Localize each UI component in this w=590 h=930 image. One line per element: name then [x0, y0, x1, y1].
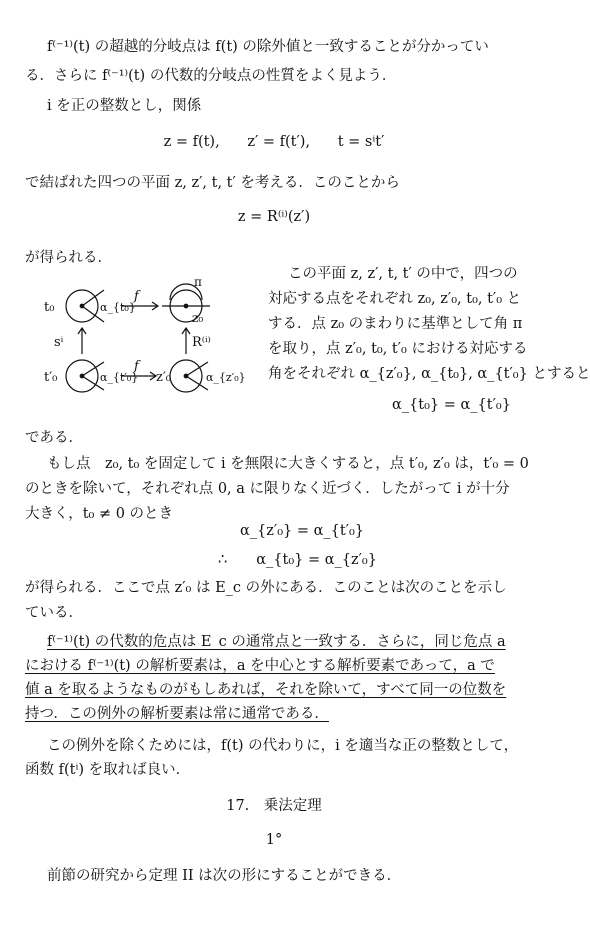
- label-Ri: R⁽ⁱ⁾: [192, 335, 211, 350]
- label-t0: t₀: [44, 300, 55, 315]
- label-z0-prime-angle: α_{z′₀}: [206, 371, 246, 384]
- text-line: 前節の研究から定理 II は次の形にすることができる．: [47, 868, 402, 884]
- equation-3: α_{t₀} = α_{t′₀}: [392, 397, 511, 413]
- text-line: における f⁽⁻¹⁾(t) の解析要素は，a を中心とする解析要素であって，a で: [25, 658, 495, 674]
- section-title: 17. 乗法定理: [226, 798, 322, 814]
- text-line: この平面 z, z′, t, t′ の中で，四つの: [288, 266, 518, 282]
- equation-5: ∴ α_{t₀} = α_{z′₀}: [218, 552, 377, 568]
- text-line: である．: [25, 430, 83, 446]
- label-z0-prime: z′₀: [156, 370, 172, 385]
- label-f-top: f: [134, 289, 139, 304]
- text-line: 角をそれぞれ α_{z′₀}, α_{t₀}, α_{t′₀} とすると: [268, 366, 590, 382]
- text-line: i を正の整数とし，関係: [47, 98, 202, 114]
- equation-4: α_{z′₀} = α_{t′₀}: [240, 523, 365, 539]
- text-line: 対応する点をそれぞれ z₀, z′₀, t₀, t′₀ と: [268, 291, 522, 307]
- text-line: で結ばれた四つの平面 z, z′, t, t′ を考える．このことから: [25, 175, 400, 191]
- text-line: 大きく，t₀ ≠ 0 のとき: [25, 506, 174, 522]
- text-line: ている．: [25, 605, 83, 621]
- text-line: る．さらに f⁽⁻¹⁾(t) の代数的分岐点の性質をよく見よう．: [25, 68, 397, 84]
- equation-2: z = R⁽ⁱ⁾(z′): [237, 209, 311, 225]
- subsection-title: 1°: [265, 832, 283, 848]
- label-f-bottom: f: [134, 359, 139, 374]
- text-line: 値 a を取るようなものがもしあれば，それを除いて，すべて同一の位数を: [25, 682, 507, 698]
- text-line: 函数 f(tⁱ) を取れば良い．: [25, 762, 191, 778]
- text-line: f⁽⁻¹⁾(t) の代数的危点は E_c の通常点と一致する．さらに，同じ危点 a: [47, 634, 506, 650]
- label-t0-prime: t′₀: [44, 370, 58, 385]
- label-z0: z₀: [192, 311, 204, 325]
- text-line: のときを除いて，それぞれ点 0, a に限りなく近づく．したがって i が十分: [25, 481, 510, 497]
- text-line: を取り，点 z′₀, t₀, t′₀ における対応する: [268, 341, 528, 357]
- text-line: する．点 z₀ のまわりに基準として角 π: [268, 316, 523, 332]
- label-si: sⁱ: [54, 335, 64, 350]
- text-line: が得られる．ここで点 z′₀ は E_c の外にある．このことは次のことを示し: [25, 580, 507, 596]
- commutative-diagram: [30, 275, 260, 398]
- text-line: この例外を除くためには，f(t) の代わりに，i を適当な正の整数として，: [47, 738, 519, 754]
- text-line: が得られる．: [25, 250, 112, 266]
- text-line: もし点 z₀, t₀ を固定して i を無限に大きくすると，点 t′₀, z′₀ は，t′₀ = 0: [47, 456, 529, 472]
- label-t0-angle: α_{t₀}: [100, 301, 136, 314]
- label-t0-prime-angle: α_{t′₀}: [100, 371, 139, 384]
- equation-1: z = f(t), z′ = f(t′), t = sⁱt′: [163, 134, 385, 150]
- label-pi: π: [194, 275, 202, 289]
- text-line: 持つ．この例外の解析要素は常に通常である．: [25, 706, 329, 722]
- text-line: f⁽⁻¹⁾(t) の超越的分岐点は f(t) の除外値と一致することが分かってい: [47, 39, 489, 55]
